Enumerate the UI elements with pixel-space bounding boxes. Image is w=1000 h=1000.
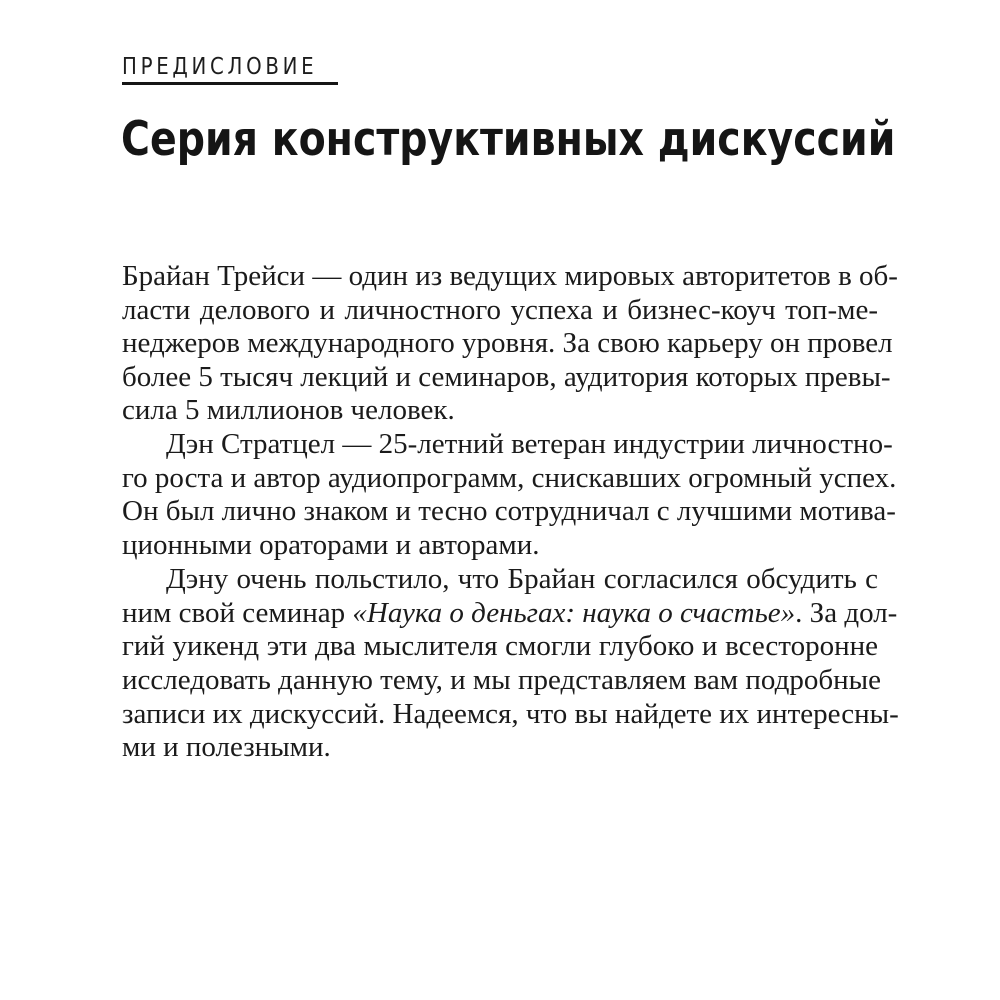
text-line: Брайан Трейси — один из ведущих мировых авторитетов в об- [122, 260, 898, 292]
text-line: гий уикенд эти два мыслителя смогли глубоко и всесторонне [122, 630, 878, 662]
text-line: ми и полезными. [122, 731, 331, 763]
text-run: . За дол- [795, 597, 898, 629]
text-line: Дэну очень польстило, что Брайан согласился обсудить с [166, 563, 878, 595]
text-line: сила 5 миллионов человек. [122, 394, 455, 426]
text-line: неджеров международного уровня. За свою карьеру он провел [122, 327, 893, 359]
text-line: Дэн Стратцел — 25-летний ветеран индустрии личностно- [166, 428, 893, 460]
text-line: Он был лично знаком и тесно сотрудничал с лучшими мотива- [122, 495, 896, 527]
seminar-title-italic: «Наука о деньгах: наука о счастье» [352, 597, 796, 629]
section-label: ПРЕДИСЛОВИЕ [122, 54, 318, 80]
text-line: ласти делового и личностного успеха и бизнес-коуч топ-ме- [122, 294, 878, 326]
section-underline [122, 82, 338, 85]
page-title: Серия конструктивных дискуссий [121, 112, 896, 167]
text-line: более 5 тысяч лекций и семинаров, аудитория которых превы- [122, 361, 891, 393]
text-line: записи их дискуссий. Надеемся, что вы найдете их интересны- [122, 698, 899, 730]
text-line-with-italic [122, 596, 898, 630]
text-line: го роста и автор аудиопрограмм, снискавших огромный успех. [122, 462, 897, 494]
text-line: исследовать данную тему, и мы представляем вам подробные [122, 664, 881, 696]
text-line: ционными ораторами и авторами. [122, 529, 540, 561]
text-run: ним свой семинар [122, 597, 353, 629]
